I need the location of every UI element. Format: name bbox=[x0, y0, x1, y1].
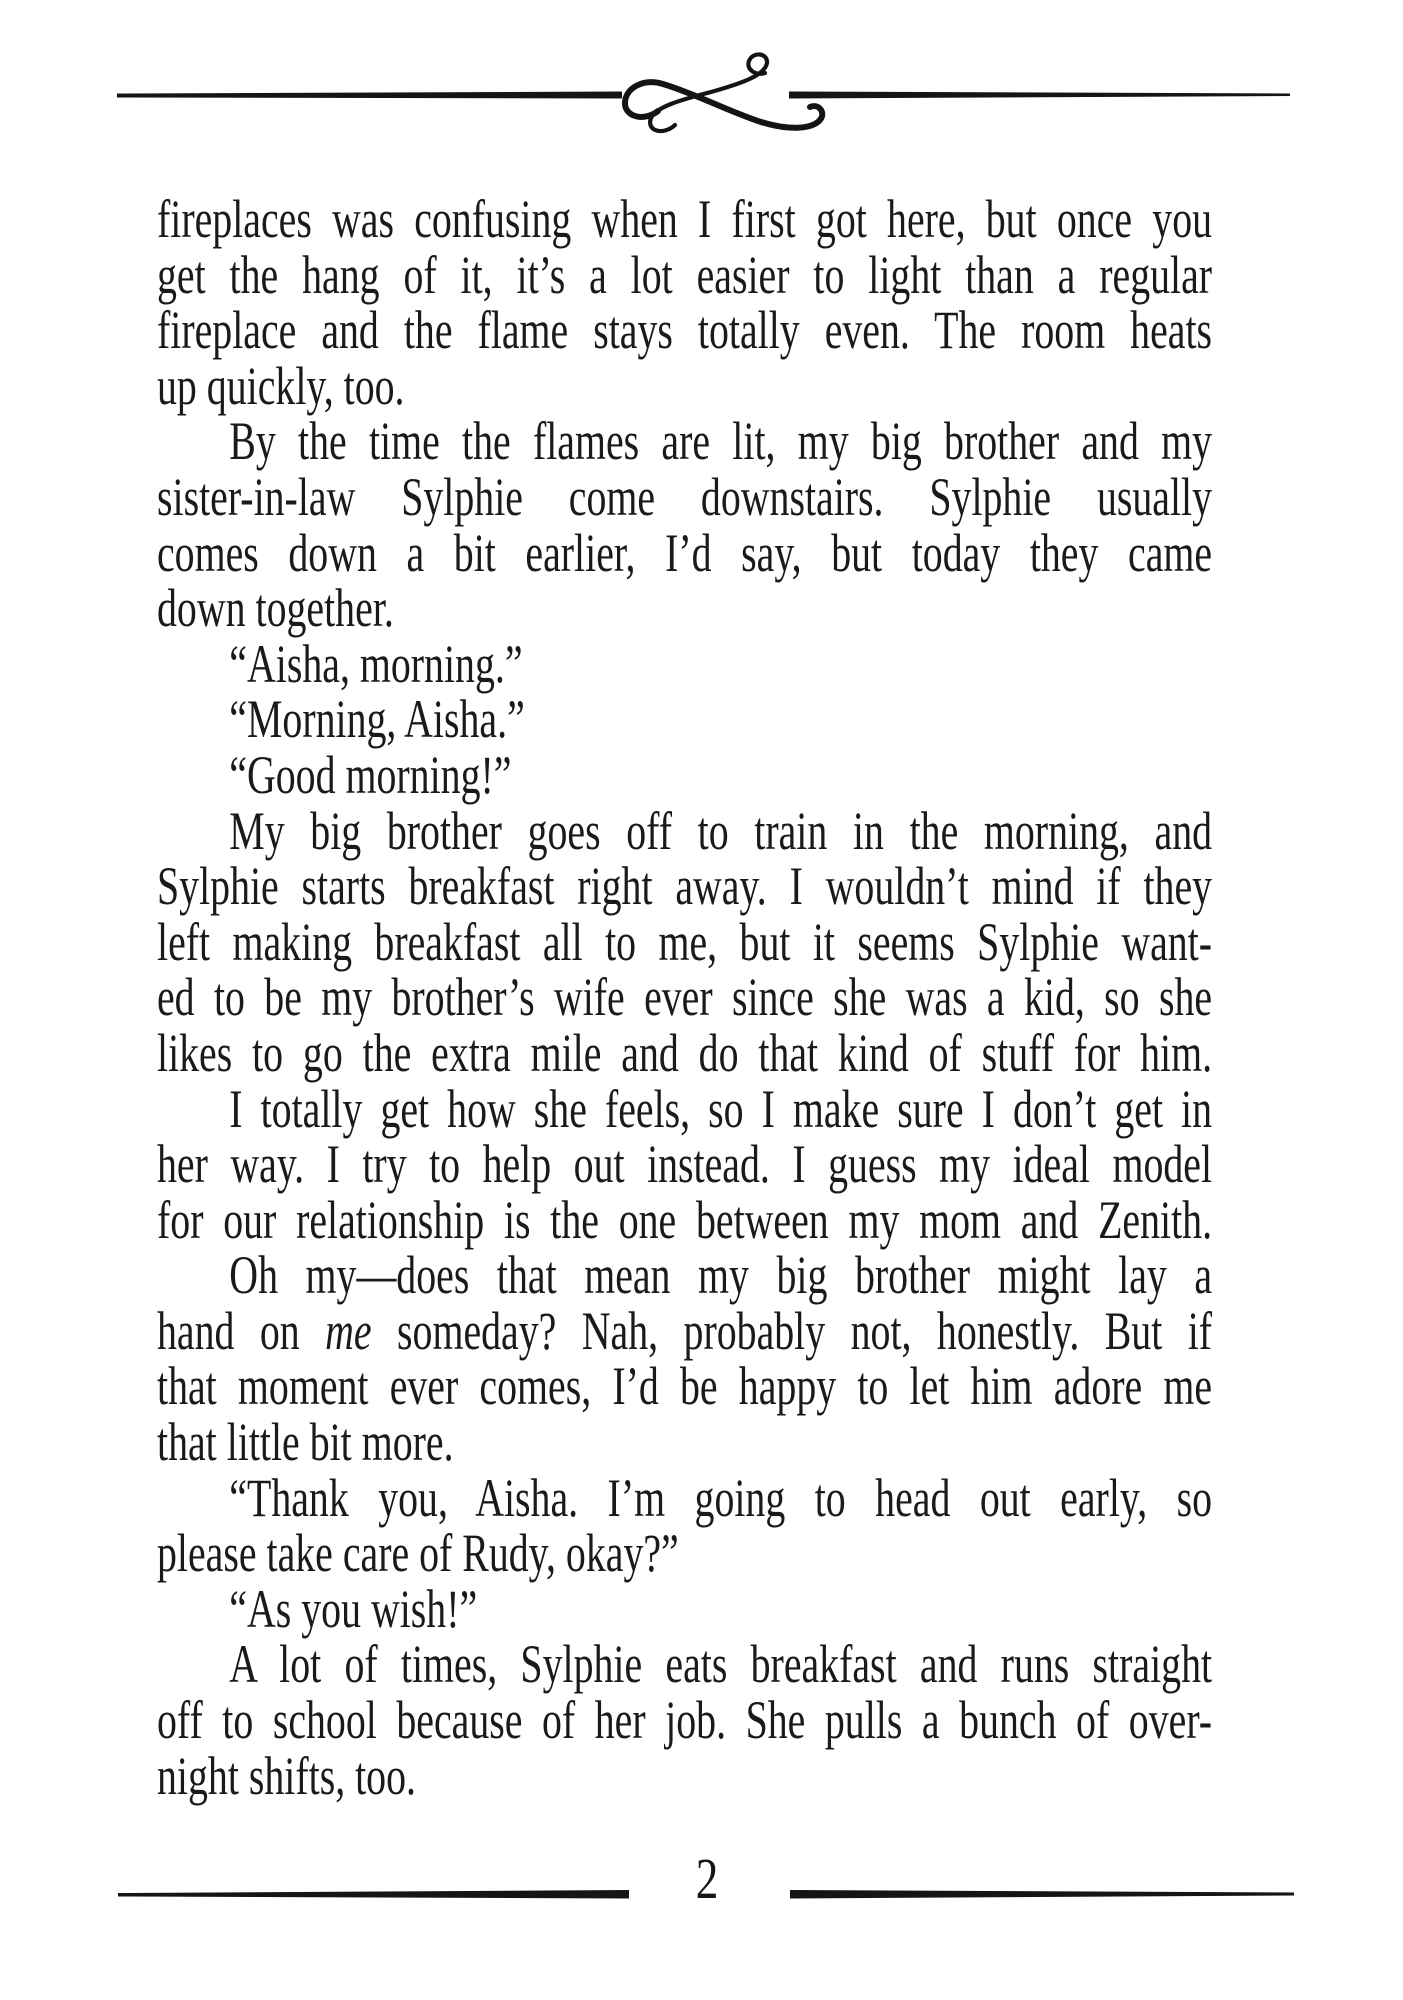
footer-rule-right bbox=[790, 1890, 1294, 1899]
text-segment: please take care of Rudy, okay?” bbox=[157, 1523, 679, 1584]
text-segment: night shifts, too. bbox=[157, 1745, 416, 1806]
text-segment: someday? Nah, probably not, honestly. But if bbox=[371, 1300, 1213, 1361]
text-segment: ed to be my brother’s wife ever since she was a kid, so she bbox=[157, 967, 1213, 1028]
text-segment: By the time the flames are lit, my big brother and my bbox=[229, 411, 1213, 472]
text-segment: likes to go the extra mile and do that kind of stuff for him. bbox=[157, 1022, 1213, 1083]
text-segment: get the hang of it, it’s a lot easier to light than a regular bbox=[157, 244, 1213, 305]
text-segment: “Morning, Aisha.” bbox=[229, 689, 525, 750]
text-segment: that moment ever comes, I’d be happy to let him adore me bbox=[157, 1356, 1213, 1417]
text-segment: My big brother goes off to train in the morning, and bbox=[229, 800, 1213, 861]
footer-rule-left bbox=[118, 1890, 629, 1899]
text-segment: I totally get how she feels, so I make sure I don’t get in bbox=[229, 1078, 1213, 1139]
text-segment: hand on bbox=[157, 1300, 326, 1361]
text-segment: up quickly, too. bbox=[157, 355, 405, 416]
text-segment: fireplace and the flame stays totally even. The room heats bbox=[157, 300, 1213, 361]
text-segment: “Aisha, morning.” bbox=[229, 633, 523, 694]
text-segment: A lot of times, Sylphie eats breakfast and runs straight bbox=[229, 1634, 1213, 1695]
text-segment: “Good morning!” bbox=[229, 744, 512, 805]
text-segment: “Thank you, Aisha. I’m going to head out early, so bbox=[229, 1467, 1213, 1528]
text-segment: comes down a bit earlier, I’d say, but today they came bbox=[157, 522, 1213, 583]
page-number: 2 bbox=[695, 1846, 719, 1911]
text-segment: for our relationship is the one between my mom and Zenith. bbox=[157, 1189, 1213, 1250]
text-segment: down together. bbox=[157, 578, 394, 639]
text-segment: left making breakfast all to me, but it seems Sylphie want- bbox=[157, 911, 1213, 972]
text-segment: sister-in-law Sylphie come downstairs. Sylphie usually bbox=[157, 466, 1213, 527]
text-segment: “As you wish!” bbox=[229, 1578, 478, 1639]
text-segment: fireplaces was confusing when I first got here, but once you bbox=[157, 189, 1213, 249]
text-segment: Sylphie starts breakfast right away. I wouldn’t mind if they bbox=[157, 856, 1213, 917]
text-segment: off to school because of her job. She pulls a bunch of over- bbox=[157, 1690, 1213, 1751]
text-segment: Oh my—does that mean my big brother might lay a bbox=[229, 1245, 1213, 1306]
text-segment: her way. I try to help out instead. I guess my ideal model bbox=[157, 1134, 1213, 1195]
text-segment: that little bit more. bbox=[157, 1412, 454, 1473]
text-segment-italic: me bbox=[325, 1300, 372, 1361]
